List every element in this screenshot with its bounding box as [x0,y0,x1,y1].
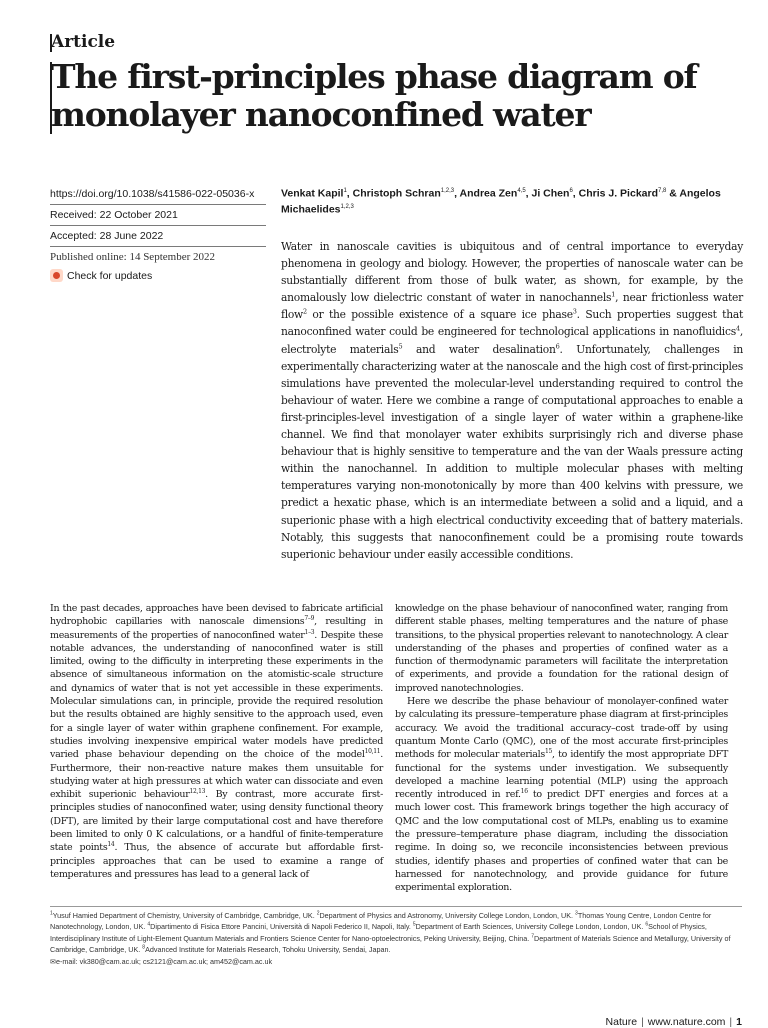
text-run: Dipartimento di Fisica Ettore Pancini, Università di Napoli Federico II, Napoli, Italy. [150,922,413,932]
citation-ref[interactable]: 5 [412,922,416,929]
author-name[interactable]: Andrea Zen [459,187,518,200]
author-affiliation: 7,8 [658,188,667,194]
author-separator: & [666,187,680,200]
meta-divider [50,204,266,205]
citation-ref[interactable]: 3 [572,307,577,316]
body-paragraph [395,695,728,894]
author-separator: , [346,187,353,200]
citation-ref[interactable]: 1 [611,290,616,299]
body-paragraph [50,602,383,881]
author-affiliation: 1 [343,188,347,194]
author-affiliation: 4,5 [517,188,526,194]
citation-ref[interactable]: 6 [645,922,649,929]
citation-ref[interactable]: 3 [575,910,578,917]
text-run: to predict DFT energies and forces at a much lower cost. This framework brings together the high accuracy of QMC and the low computational cost of MLPs, enabling us to examine the pressure–temperature phase diagram, including the dissociation regime. In doing so, we reconcile inconsistencies between previous studies, identify phases and properties of confined water that can be harnessed for nanotechnology, and provide guidance for future experimental exploration. [395,789,728,894]
doi-link[interactable]: https://doi.org/10.1038/s41586-022-05036-x [50,188,255,200]
citation-ref[interactable]: 5 [398,342,403,350]
text-run: Water in nanoscale cavities is ubiquitous and of central importance to everyday phenomena in geology and biology. However, the properties of nanoscale water can be substantially different from those of bulk water, as shown, for example, by the anomalously low dielectric constant of water in nanochannels [281,240,743,305]
citation-ref[interactable]: 6 [555,342,560,350]
citation-ref[interactable]: 1 [50,910,53,917]
text-run: . Unfortunately, challenges in experimentally characterizing water at the nanoscale and the high cost of first-principles simulations have prevented the molecular-level understanding required to control the behaviour of water. Here we combine a range of computational approaches to enable a first-principles-level investigation of a single layer of water within a graphene-like channel. We find that monolayer water exhibits surprisingly rich and diverse phase behaviour that is highly sensitive to temperature and the van der Waals pressure acting within the nanochannel. In addition to multiple molecular phases with melting temperatures varying non-monotonically by more than 400 kelvins with pressure, we predict a hexatic phase, which is an intermediate between a solid and a liquid, and a superionic phase with a high electrical conductivity exceeding that of battery materials. Notably, this suggests that nanoconfinement could be a promising route towards superionic behaviour under easily accessible conditions. [281,342,743,561]
page-footer: Nature | www.nature.com | 1 [605,1016,742,1028]
citation-ref[interactable]: 12,13 [189,788,206,795]
author-list [281,185,741,216]
author-affiliation: 1,2,3 [340,203,354,210]
text-run: . Such properties suggest that nanoconfined water could be engineered for technological applications in nanofluidics [281,308,743,339]
text-run: Department of Physics and Astronomy, University College London, London, UK. [319,911,576,920]
abstract [281,238,743,563]
text-run: or the possible existence of a square ice phase [306,308,573,322]
email-icon: ✉ [50,956,57,966]
footer-url[interactable]: www.nature.com [647,1016,726,1028]
article-type-label: Article [51,32,116,52]
text-run: Thomas Young Centre, London Centre for Nanotechnology, London, UK. [50,911,712,932]
text-run: Department of Materials Science and Metallurgy, University of Cambridge, Cambridge, UK. [50,933,731,955]
author-name[interactable]: Ji Chen [531,187,570,200]
author-name[interactable]: Angelos Michaelides [281,187,721,215]
citation-ref[interactable]: 7–9 [304,615,315,623]
author-affiliation: 1,2,3 [440,188,455,194]
author-separator: , [572,187,579,200]
citation-ref[interactable]: 4 [735,324,740,333]
affiliation-list [50,910,742,956]
text-run: , to identify the most appropriate DFT functional for the systems under investigation. We subsequently developed a machine learning potential (MLP) using the approach recently introduced in ref. [395,749,728,801]
text-run: , electrolyte materials [281,325,743,356]
text-run: Here we describe the phase behaviour of monolayer-confined water by calculating its pressure–temperature phase diagram at first-principles accuracy. We avoid the traditional accuracy–cost trade-off by using quantum Monte Carlo (QMC), one of the most accurate first-principles methods for molecular materials [395,696,728,761]
citation-ref[interactable]: 2 [302,307,307,316]
body-column-right [395,602,728,895]
published-date: Published online: 14 September 2022 [50,251,215,263]
citation-ref[interactable]: 15 [544,748,553,756]
citation-ref[interactable]: 4 [147,922,151,929]
text-run: , near frictionless water flow [281,291,743,322]
author-name[interactable]: Christoph Schran [352,187,441,200]
page-number: 1 [736,1016,742,1028]
author-separator: , [525,187,532,200]
footnote-divider [50,906,742,907]
citation-ref[interactable]: 2 [316,910,320,917]
body-column-left [50,602,383,881]
text-run: , resulting in measurements of the properties of nanoconfined water [50,616,383,641]
text-run: . Thus, the absence of accurate but affordable first-principles approaches that can be used to examine a range of temperatures and pressures has lead to a general lack of [50,842,383,880]
check-updates-icon [50,269,63,282]
text-run: knowledge on the phase behaviour of nanoconfined water, ranging from different stable phases, melting temperatures and the nature of phase transitions, to the physical properties relevant to nanotechnology. A clear understanding of the phases and properties of confined water as a function of thermodynamic parameters will facilitate the interpretation of experiments, and provide a foundation for the rational design of improved nanotechnologies. [395,603,728,694]
text-run: Yusuf Hamied Department of Chemistry, University of Cambridge, Cambridge, UK. [52,911,317,920]
check-for-updates-button[interactable] [50,269,268,282]
affiliations [50,910,742,967]
citation-ref[interactable]: 10,11 [364,748,381,756]
meta-divider [50,246,266,247]
text-run: . Despite these notable advances, the understanding of nanoconfined water is still limited, owing to the difficulty in interpreting these experiments in the absence of simultaneous information on the atomistic-scale structure and dynamics of water that is not yet accessible in these experiments. Molecular simulations can, in principle, provide the required resolution but the results obtained are highly sensitive to the approach used, even for a single layer of water within graphene confinement. For example, studies involving inexpensive empirical water models have predicted varied phase behaviour depending on the choice of the model [50,629,383,761]
author-affiliation: 6 [569,188,573,194]
text-run: Advanced Institute for Materials Research, Tohoku University, Sendai, Japan. [145,945,391,955]
text-run: In the past decades, approaches have been devised to fabricate artificial hydrophobic capillaries with nanoscale dimensions [50,603,383,628]
footer-journal: Nature [605,1016,638,1028]
page-title: The first-principles phase diagram of monolayer nanoconfined water [51,57,697,134]
author-name[interactable]: Venkat Kapil [281,187,344,200]
citation-ref[interactable]: 14 [107,841,115,849]
email-text[interactable]: e-mail: vk380@cam.ac.uk; cs2121@cam.ac.uk; am452@cam.ac.uk [56,956,273,966]
citation-ref[interactable]: 1–3 [304,628,315,636]
received-date: Received: 22 October 2021 [50,209,178,221]
text-run: Department of Earth Sciences, University College London, London, UK. [415,922,646,932]
meta-divider [50,225,266,226]
text-run: . Furthermore, their non-reactive nature makes them unsuitable for studying water at high pressures at which water can dissociate and even exhibit superionic behaviour [50,749,383,801]
text-run: and water desalination [402,342,556,356]
citation-ref[interactable]: 8 [142,944,146,951]
body-paragraph [395,602,728,695]
citation-ref[interactable]: 16 [520,788,528,795]
email-line [50,956,742,967]
check-updates-label: Check for updates [67,269,153,282]
author-name[interactable]: Chris J. Pickard [578,187,658,200]
accepted-date: Accepted: 28 June 2022 [50,230,164,242]
text-run: School of Physics, Interdisciplinary Institute of Light-Element Quantum Materials and Frontiers Science Center for Nano-optoelectronics, Peking University, Beijing, China. [50,922,707,943]
citation-ref[interactable]: 7 [531,933,535,940]
author-separator: , [454,187,460,200]
text-run: . By contrast, more accurate first-principles studies of nanoconfined water, using density functional theory (DFT), are limited by their large computational cost and have therefore been limited to only 0 K calculations, or a handful of finite-temperature state points [50,789,383,854]
